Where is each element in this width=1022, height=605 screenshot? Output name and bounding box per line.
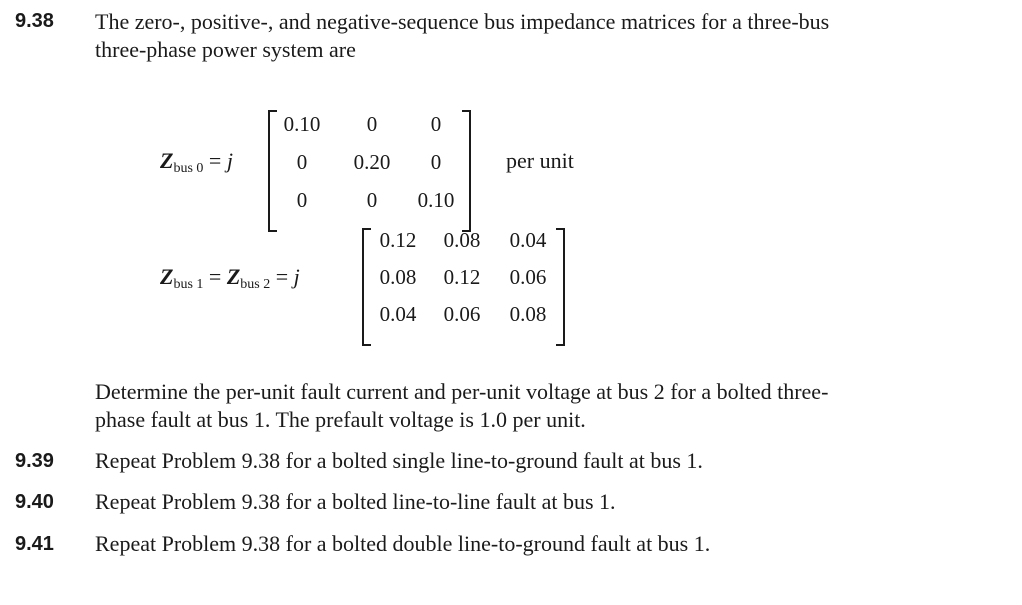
matrix-cell: 0 [366, 188, 378, 212]
zbus0-label [160, 148, 233, 177]
imaginary-unit: j [226, 148, 233, 173]
problem-text: Repeat Problem 9.38 for a bolted line-to-line fault at bus 1. [95, 489, 616, 514]
problem-number: 9.38 [15, 10, 54, 32]
matrix-cell: 0.08 [379, 265, 417, 289]
equals-sign: = [203, 264, 227, 289]
matrix-cell: 0 [366, 112, 378, 136]
matrix-cell: 0.12 [443, 265, 481, 289]
problem-number: 9.39 [15, 450, 54, 472]
z-symbol: Z [160, 264, 174, 289]
problem-number: 9.40 [15, 491, 54, 513]
z-subscript: bus 1 [173, 277, 204, 292]
matrix-cell: 0.12 [379, 228, 417, 252]
matrix-cell: 0 [430, 150, 442, 174]
z-subscript: bus 2 [240, 277, 271, 292]
matrix-cell: 0.20 [353, 150, 391, 174]
matrix-cell: 0.08 [443, 228, 481, 252]
matrix-cell: 0.06 [509, 265, 547, 289]
z-symbol: Z [160, 148, 174, 173]
matrix-cell: 0.06 [443, 302, 481, 326]
matrix-cell: 0.04 [379, 302, 417, 326]
matrix-cell: 0.10 [417, 188, 455, 212]
matrix-cell: 0 [430, 112, 442, 136]
matrix-cell: 0.08 [509, 302, 547, 326]
unit-label: per unit [506, 148, 574, 173]
matrix-cell: 0 [296, 150, 308, 174]
problem-intro-line-1: The zero-, positive-, and negative-sequence bus impedance matrices for a three-bus [95, 9, 830, 34]
question-line-1: Determine the per-unit fault current and per-unit voltage at bus 2 for a bolted three- [95, 379, 829, 404]
equals-sign: = [208, 148, 227, 173]
problem-text: Repeat Problem 9.38 for a bolted single line-to-ground fault at bus 1. [95, 448, 703, 473]
matrix-cell: 0.04 [509, 228, 547, 252]
problem-text: Repeat Problem 9.38 for a bolted double line-to-ground fault at bus 1. [95, 531, 711, 556]
matrix-cell: 0 [296, 188, 308, 212]
imaginary-unit: j [293, 264, 300, 289]
problem-intro-line-2: three-phase power system are [95, 37, 356, 62]
zbus12-label [160, 264, 300, 293]
matrix-cell: 0.10 [283, 112, 321, 136]
z-symbol: Z [226, 264, 241, 289]
problem-number: 9.41 [15, 533, 54, 555]
equals-sign: = [270, 264, 294, 289]
z-subscript: bus 0 [173, 161, 204, 176]
question-line-2: phase fault at bus 1. The prefault voltage is 1.0 per unit. [95, 407, 586, 432]
